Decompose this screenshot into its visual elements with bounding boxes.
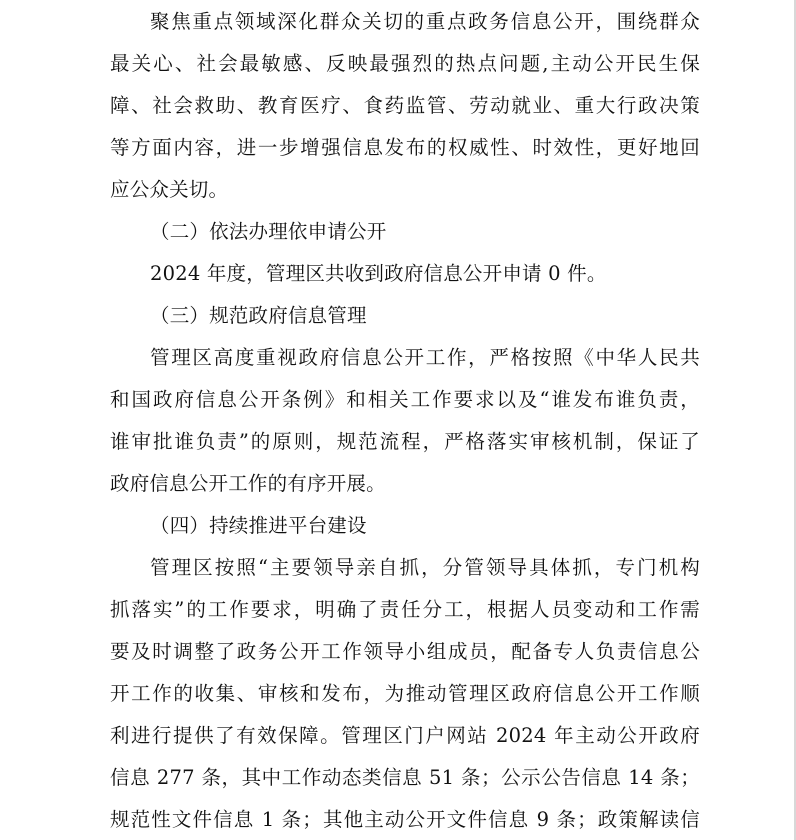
paragraph-line-9: 管理区高度重视政府信息公开工作，严格按照《中华人民共 bbox=[150, 346, 700, 369]
paragraph-line-15: 抓落实”的工作要求，明确了责任分工，根据人员变动和工作需 bbox=[110, 598, 700, 621]
paragraph-line-1: 聚焦重点领域深化群众关切的重点政务信息公开，围绕群众 bbox=[150, 10, 700, 33]
section-heading-3: （三）规范政府信息管理 bbox=[150, 304, 367, 327]
paragraph-line-20: 规范性文件信息 1 条；其他主动公开文件信息 9 条；政策解读信 bbox=[110, 808, 700, 831]
paragraph-line-5: 应公众关切。 bbox=[110, 178, 229, 201]
paragraph-line-16: 要及时调整了政务公开工作领导小组成员，配备专人负责信息公 bbox=[110, 640, 700, 663]
paragraph-line-18: 利进行提供了有效保障。管理区门户网站 2024 年主动公开政府 bbox=[110, 724, 700, 747]
paragraph-line-19: 信息 277 条，其中工作动态类信息 51 条；公示公告信息 14 条； bbox=[110, 766, 700, 789]
paragraph-line-14: 管理区按照“主要领导亲自抓，分管领导具体抓，专门机构 bbox=[150, 556, 700, 579]
paragraph-line-7: 2024 年度，管理区共收到政府信息公开申请 0 件。 bbox=[150, 262, 607, 285]
paragraph-line-3: 障、社会救助、教育医疗、食药监管、劳动就业、重大行政决策 bbox=[110, 94, 700, 117]
paragraph-line-17: 开工作的收集、审核和发布，为推动管理区政府信息公开工作顺 bbox=[110, 682, 700, 705]
paragraph-line-11: 谁审批谁负责”的原则，规范流程，严格落实审核机制，保证了 bbox=[110, 430, 700, 453]
paragraph-line-10: 和国政府信息公开条例》和相关工作要求以及“谁发布谁负责， bbox=[110, 388, 700, 411]
section-heading-2: （二）依法办理依申请公开 bbox=[150, 220, 387, 243]
paragraph-line-4: 等方面内容，进一步增强信息发布的权威性、时效性，更好地回 bbox=[110, 136, 700, 159]
section-heading-4: （四）持续推进平台建设 bbox=[150, 514, 367, 537]
paragraph-line-2: 最关心、社会最敏感、反映最强烈的热点问题,主动公开民生保 bbox=[110, 52, 700, 75]
paragraph-line-12: 政府信息公开工作的有序开展。 bbox=[110, 472, 386, 495]
